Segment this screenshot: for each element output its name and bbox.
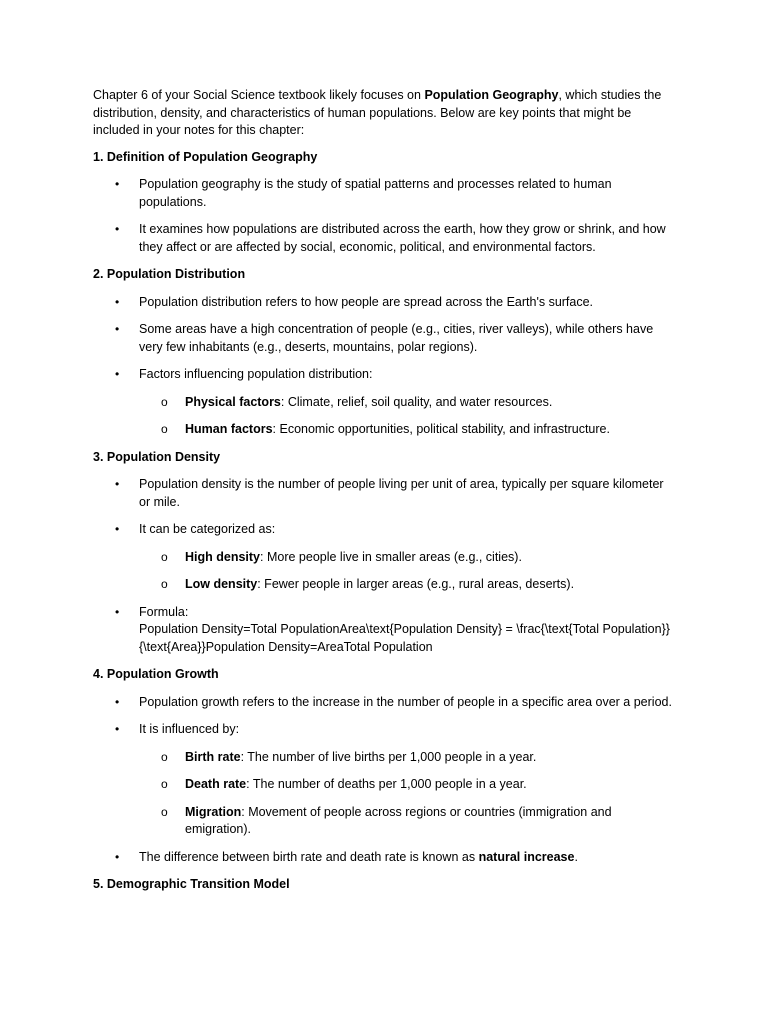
sub-list-item [139, 549, 678, 567]
bullet-marker: • [115, 694, 120, 709]
section-list-growth [93, 694, 678, 867]
section-heading-density: 3. Population Density [93, 449, 221, 464]
bullet-marker: • [115, 522, 120, 536]
list-item [93, 321, 678, 356]
list-item [93, 221, 678, 256]
sub-list [139, 549, 678, 594]
sub-item-text: : Climate, relief, soil quality, and water resources. [280, 394, 553, 409]
list-item [93, 521, 678, 594]
section-heading-distribution: 2. Population Distribution [93, 267, 246, 281]
bullet-marker: • [115, 849, 120, 864]
list-item-text: Population density is the number of people living per unit of area, typically per square kilometer or mile. [139, 477, 664, 509]
section-heading-demographic-transition: 5. Demographic Transition Model [93, 877, 290, 891]
list-item-text: Factors influencing population distribution: [139, 367, 373, 381]
list-item-text: Population growth refers to the increase in the number of people in a specific area over a period. [139, 694, 672, 709]
list-item [93, 849, 678, 867]
bullet-marker: • [115, 477, 120, 491]
intro-bold-topic: Population Geography [424, 88, 559, 102]
sub-list-item [139, 576, 678, 594]
list-item-text: Population distribution refers to how people are spread across the Earth's surface. [139, 294, 594, 309]
list-item-text: It examines how populations are distributed across the earth, how they grow or shrink, and how they affect or are affected by social, economic, political, and environmental factors. [139, 222, 666, 254]
sub-item-term: Human factors [185, 422, 273, 436]
bullet-marker: • [115, 177, 120, 191]
sub-item-text: : The number of live births per 1,000 people in a year. [240, 749, 537, 764]
formula-label: Formula: [139, 604, 189, 619]
sub-item-term: Low density [185, 577, 258, 591]
bullet-marker: • [115, 294, 120, 309]
sub-item-text: : More people live in smaller areas (e.g., cities). [260, 549, 522, 564]
sub-bullet-marker: o [161, 804, 168, 819]
natural-increase-term: natural increase [478, 849, 575, 864]
section-list-definition [93, 176, 678, 256]
sub-bullet-marker: o [161, 394, 168, 409]
list-item [93, 694, 678, 712]
sub-item-term: Death rate [185, 777, 247, 791]
list-item-text: The difference between birth rate and death rate is known as [139, 849, 479, 864]
sub-bullet-marker: o [161, 549, 168, 564]
sub-item-text: : Movement of people across regions or countries (immigration and emigration). [185, 804, 612, 836]
list-item [93, 604, 678, 657]
formula-text: Population Density=Total PopulationArea\text{Population Density} = \frac{\text{Total Population}}{\text{Area}}Population Density=AreaTotal Population [139, 622, 670, 654]
list-item-text: Population geography is the study of spatial patterns and processes related to human populations. [139, 177, 612, 209]
sub-bullet-marker: o [161, 577, 168, 591]
sub-list [139, 749, 678, 839]
sub-list [139, 394, 678, 439]
list-item-end: . [574, 849, 578, 864]
sub-list-item [139, 394, 678, 412]
sub-item-text: : Fewer people in larger areas (e.g., rural areas, deserts). [257, 577, 575, 591]
bullet-marker: • [115, 367, 120, 381]
sub-bullet-marker: o [161, 422, 168, 436]
sub-bullet-marker: o [161, 749, 168, 764]
sub-item-text: : The number of deaths per 1,000 people in a year. [246, 777, 527, 791]
bullet-marker: • [115, 604, 120, 619]
intro-text-start: Chapter 6 of your Social Science textbook likely focuses on [93, 88, 425, 102]
section-list-distribution [93, 294, 678, 439]
list-item [93, 476, 678, 511]
sub-list-item [139, 421, 678, 439]
list-item-text: Some areas have a high concentration of people (e.g., cities, river valleys), while others have very few inhabitants (e.g., deserts, mountains, polar regions). [139, 322, 654, 354]
bullet-marker: • [115, 222, 120, 236]
sub-list-item [139, 804, 678, 839]
sub-item-term: Migration [185, 804, 242, 819]
document-body [93, 87, 678, 904]
intro-text-end: , which studies the distribution, density, and characteristics of human populations. Below are key points that might be included in your notes for this chapter: [93, 88, 662, 137]
sub-item-term: Physical factors [185, 394, 281, 409]
sub-item-text: : Economic opportunities, political stability, and infrastructure. [272, 422, 610, 436]
list-item [93, 294, 678, 312]
sub-list-item [139, 776, 678, 794]
section-heading-definition: 1. Definition of Population Geography [93, 149, 318, 164]
list-item-text: It can be categorized as: [139, 522, 276, 536]
list-item-text: It is influenced by: [139, 722, 240, 736]
section-heading-growth: 4. Population Growth [93, 667, 219, 681]
list-item [93, 176, 678, 211]
bullet-marker: • [115, 722, 120, 736]
intro-paragraph [93, 87, 678, 140]
list-item [93, 366, 678, 439]
sub-item-term: High density [185, 549, 261, 564]
section-list-density [93, 476, 678, 656]
sub-bullet-marker: o [161, 777, 168, 791]
bullet-marker: • [115, 322, 120, 336]
sub-item-term: Birth rate [185, 749, 241, 764]
sub-list-item [139, 749, 678, 767]
list-item [93, 721, 678, 839]
